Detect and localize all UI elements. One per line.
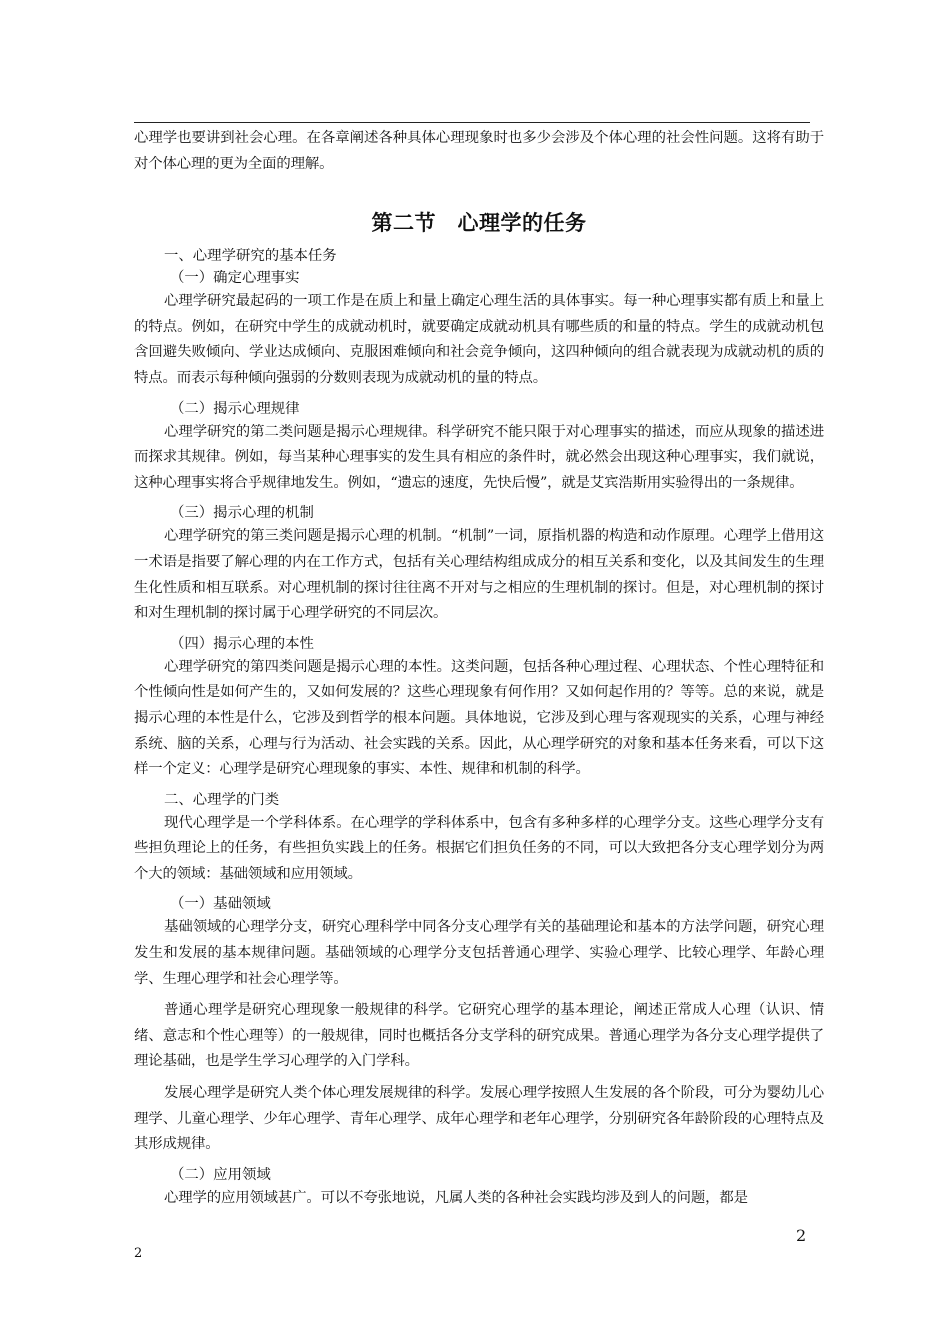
page-number-left: 2 <box>134 1246 143 1261</box>
page-number-right: 2 <box>796 1226 807 1245</box>
subheading-reveal-mechanism: （三）揭示心理的机制 <box>170 505 314 522</box>
paragraph-branches: 现代心理学是一个学科体系。在心理学的学科体系中，包含有多种多样的心理学分支。这些心理学分支有些担负理论上的任务，有些担负实践上的任务。根据它们担负任务的不同，可以大致把各分支心理学划分为两个大的领域：基础领域和应用领域。 <box>134 814 824 882</box>
paragraph-applied-field: 心理学的应用领域甚广。可以不夸张地说，凡属人类的各种社会实践均涉及到人的问题，都是 <box>164 1189 748 1206</box>
subheading-reveal-nature: （四）揭示心理的本性 <box>170 635 314 652</box>
paragraph-basic-field: 基础领域的心理学分支，研究心理科学中同各分支心理学有关的基础理论和基本的方法学问题，研究心理发生和发展的基本规律问题。基础领域的心理学分支包括普通心理学、实验心理学、比较心理学、年龄心理学、生理心理学和社会心理学等。 <box>134 919 824 987</box>
subheading-basic-field: （一）基础领域 <box>170 896 271 913</box>
top-paragraph: 心理学也要讲到社会心理。在各章阐述各种具体心理现象时也多少会涉及个体心理的社会性问题。这将有助于对个体心理的更为全面的理解。 <box>134 130 824 172</box>
subheading-applied-field: （二）应用领域 <box>170 1166 271 1183</box>
paragraph-general-psychology: 普通心理学是研究心理现象一般规律的科学。它研究心理学的基本理论，阐述正常成人心理（认识、情绪、意志和个性心理等）的一般规律，同时也概括各分支学科的研究成果。普通心理学为各分支心理学提供了理论基础，也是学生学习心理学的入门学科。 <box>134 1002 824 1070</box>
subheading-determine-facts: （一）确定心理事实 <box>170 270 300 287</box>
paragraph-determine-facts: 心理学研究最起码的一项工作是在质上和量上确定心理生活的具体事实。每一种心理事实都有质上和量上的特点。例如，在研究中学生的成就动机时，就要确定成就动机具有哪些质的和量的特点。学生的成就动机包含回避失败倾向、学业达成倾向、克服困难倾向和社会竞争倾向，这四种倾向的组合就表现为成就动机的质的特点。而表示每种倾向强弱的分数则表现为成就动机的量的特点。 <box>134 293 824 386</box>
header-rule <box>134 122 810 123</box>
subheading-reveal-laws: （二）揭示心理规律 <box>170 400 300 417</box>
heading-branches: 二、心理学的门类 <box>164 791 280 808</box>
section-title: 第二节 心理学的任务 <box>371 211 587 236</box>
heading-basic-tasks: 一、心理学研究的基本任务 <box>164 248 337 265</box>
paragraph-reveal-mechanism: 心理学研究的第三类问题是揭示心理的机制。“机制”一词，原指机器的构造和动作原理。心理学上借用这一术语是指要了解心理的内在工作方式，包括有关心理结构组成成分的相互关系和变化，以及其间发生的生理生化性质和相互联系。对心理机制的探讨往往离不开对与之相应的生理机制的探讨。但是，对心理机制的探讨和对生理机制的探讨属于心理学研究的不同层次。 <box>134 528 824 622</box>
paragraph-reveal-nature: 心理学研究的第四类问题是揭示心理的本性。这类问题，包括各种心理过程、心理状态、个性心理特征和个性倾向性是如何产生的，又如何发展的？这些心理现象有何作用？又如何起作用的？等等。总的来说，就是揭示心理的本性是什么，它涉及到哲学的根本问题。具体地说，它涉及到心理与客观现实的关系，心理与神经系统、脑的关系，心理与行为活动、社会实践的关系。因此，从心理学研究的对象和基本任务来看，可以下这样一个定义：心理学是研究心理现象的事实、本性、规律和机制的科学。 <box>134 658 824 778</box>
paragraph-developmental-psychology: 发展心理学是研究人类个体心理发展规律的科学。发展心理学按照人生发展的各个阶段，可分为婴幼儿心理学、儿童心理学、少年心理学、青年心理学、成年心理学和老年心理学，分别研究各年龄阶段的心理特点及其形成规律。 <box>134 1085 824 1153</box>
paragraph-reveal-laws: 心理学研究的第二类问题是揭示心理规律。科学研究不能只限于对心理事实的描述，而应从现象的描述进而探求其规律。例如，每当某种心理事实的发生具有相应的条件时，就必然会出现这种心理事实，我们就说，这种心理事实将合乎规律地发生。例如，“遗忘的速度，先快后慢”，就是艾宾浩斯用实验得出的一条规律。 <box>134 423 824 491</box>
document-body <box>134 126 824 1211</box>
